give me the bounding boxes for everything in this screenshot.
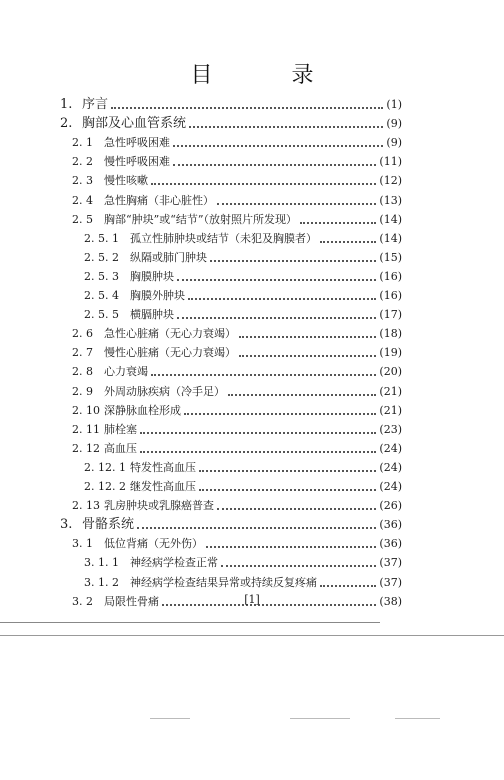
toc-entry-page: (21) xyxy=(379,403,402,417)
toc-entry-page: (37) xyxy=(379,556,402,570)
toc-leader-dots xyxy=(228,394,376,396)
toc-entry-title: 急性心脏痛（无心力衰竭） xyxy=(104,327,236,341)
toc-entry-page: (19) xyxy=(379,346,402,360)
toc-entry-number: 2. 5 xyxy=(72,212,93,226)
toc-leader-dots xyxy=(210,260,376,262)
toc-leader-dots xyxy=(177,279,376,281)
toc-leader-dots xyxy=(140,432,376,434)
toc-entry-number: 2. 4 xyxy=(72,193,93,207)
toc-entry xyxy=(84,306,402,324)
toc-entry-title: 慢性呼吸困难 xyxy=(104,155,170,169)
toc-entry-page: (1) xyxy=(386,98,402,111)
toc-entry-number: 2. 11 xyxy=(72,422,100,436)
toc-entry-number: 2. 13 xyxy=(72,499,100,513)
toc-entry-title: 纵隔或肺门肿块 xyxy=(130,250,207,264)
toc-leader-dots xyxy=(320,241,376,243)
toc-entry-number: 2. 7 xyxy=(72,346,93,360)
toc-leader-dots xyxy=(239,336,376,338)
toc-entry xyxy=(84,478,402,496)
toc-leader-dots xyxy=(199,470,376,472)
toc-entry xyxy=(72,211,402,229)
toc-entry-page: (9) xyxy=(386,117,402,131)
toc-entry-page: (14) xyxy=(379,231,402,245)
page-title: 目 录 xyxy=(190,63,350,88)
toc-entry xyxy=(72,134,402,152)
toc-entry-page: (12) xyxy=(379,174,402,188)
toc-entry-number: 3. 1 xyxy=(72,537,93,551)
scan-mark xyxy=(395,718,440,719)
toc-entry-title: 胸膜肿块 xyxy=(130,269,174,283)
toc-leader-dots xyxy=(111,107,383,109)
toc-entry-title: 深静脉血栓形成 xyxy=(104,403,181,417)
toc-entry-page: (24) xyxy=(379,480,402,493)
toc-entry xyxy=(84,574,402,592)
toc-entry xyxy=(84,287,402,305)
toc-entry-title: 孤立性肺肿块或结节（未犯及胸膜者） xyxy=(130,231,317,245)
page-number: [1] xyxy=(244,593,260,606)
toc-entry-title: 高血压 xyxy=(104,441,137,455)
toc-entry-title: 急性胸痛（非心脏性） xyxy=(104,193,214,207)
toc-entry xyxy=(72,344,402,362)
toc-leader-dots xyxy=(300,222,376,224)
toc-entry-number: 2. 5. 2 xyxy=(84,250,119,264)
toc-entry-title: 横膈肿块 xyxy=(130,308,174,322)
toc-entry xyxy=(60,516,402,534)
toc-entry-number: 2. 10 xyxy=(72,403,100,417)
toc-entry-page: (13) xyxy=(379,193,402,207)
toc-entry-page: (14) xyxy=(379,212,402,226)
toc-leader-dots xyxy=(173,164,376,166)
toc-entry-number: 3. 1. 1 xyxy=(84,556,119,570)
toc-entry-title: 肺栓塞 xyxy=(104,422,137,436)
toc-entry xyxy=(72,402,402,420)
toc-entry-number: 3. 1. 2 xyxy=(84,575,119,589)
toc-leader-dots xyxy=(137,527,376,529)
toc-entry-number: 3. xyxy=(60,517,73,533)
toc-entry xyxy=(60,96,402,114)
toc-entry xyxy=(72,192,402,210)
toc-entry-number: 2. 5. 1 xyxy=(84,231,119,245)
toc-entry xyxy=(72,363,402,381)
toc-entry-title: 慢性咳嗽 xyxy=(104,174,148,188)
toc-entry-title: 乳房肿块或乳腺癌普查 xyxy=(104,499,214,513)
toc-entry-number: 2. 2 xyxy=(72,155,93,169)
toc-entry xyxy=(72,153,402,171)
toc-entry-page: (18) xyxy=(379,327,402,341)
toc-entry xyxy=(60,115,402,133)
toc-entry xyxy=(72,440,402,458)
toc-entry-title: 胸部及心血管系统 xyxy=(82,116,187,132)
toc-entry-page: (24) xyxy=(379,441,402,455)
toc-entry xyxy=(72,497,402,515)
toc-entry-title: 神经病学检查结果异常或持续反复疼痛 xyxy=(130,575,317,589)
toc-leader-dots xyxy=(188,298,376,300)
toc-entry-number: 2. 8 xyxy=(72,365,93,379)
toc-entry-page: (9) xyxy=(386,136,402,150)
toc-leader-dots xyxy=(221,565,376,567)
toc-entry-number: 2. 12. 2 xyxy=(84,480,126,493)
scan-mark xyxy=(290,718,350,719)
toc-entry-number: 2. 12 xyxy=(72,441,100,455)
toc-entry-page: (24) xyxy=(379,460,402,474)
toc-entry-number: 1. xyxy=(60,97,73,112)
toc-leader-dots xyxy=(206,546,376,548)
scan-divider-line xyxy=(0,622,380,623)
toc-entry-title: 胸膜外肿块 xyxy=(130,289,185,302)
toc-entry-number: 2. 5. 4 xyxy=(84,289,119,302)
toc-entry xyxy=(84,554,402,572)
toc-entry xyxy=(84,268,402,286)
toc-entry-page: (38) xyxy=(379,594,402,608)
toc-entry-page: (17) xyxy=(379,308,402,322)
toc-entry-number: 3. 2 xyxy=(72,594,93,608)
toc-entry-title: 心力衰竭 xyxy=(104,365,148,379)
toc-entry-title: 神经病学检查正常 xyxy=(130,556,218,570)
toc-entry-number: 2. 1 xyxy=(72,136,93,150)
toc-entry-title: 外周动脉疾病（冷手足） xyxy=(104,384,225,398)
toc-entry-number: 2. xyxy=(60,116,73,132)
toc-leader-dots xyxy=(239,355,376,357)
toc-entry-page: (36) xyxy=(379,537,402,551)
toc-entry-title: 慢性心脏痛（无心力衰竭） xyxy=(104,346,236,360)
scan-mark xyxy=(150,718,190,719)
toc-entry xyxy=(84,249,402,267)
toc-leader-dots xyxy=(217,203,376,205)
toc-entry xyxy=(84,459,402,477)
toc-leader-dots xyxy=(173,145,383,147)
toc-entry xyxy=(72,383,402,401)
toc-leader-dots xyxy=(151,374,376,376)
toc-entry xyxy=(72,535,402,553)
toc-entry-title: 序言 xyxy=(82,97,109,112)
toc-entry-title: 特发性高血压 xyxy=(130,460,196,474)
toc-leader-dots xyxy=(140,451,376,453)
toc-leader-dots xyxy=(177,317,376,319)
toc-entry-title: 骨骼系统 xyxy=(82,517,135,533)
toc-leader-dots xyxy=(189,126,383,128)
toc-entry-title: 局限性骨痛 xyxy=(104,594,159,608)
toc-leader-dots xyxy=(320,585,376,587)
toc-entry-title: 继发性高血压 xyxy=(130,480,196,493)
toc-leader-dots xyxy=(217,508,376,510)
toc-entry-page: (36) xyxy=(379,518,402,532)
toc-entry-number: 2. 3 xyxy=(72,174,93,188)
toc-entry-page: (26) xyxy=(379,499,402,513)
toc-entry xyxy=(84,230,402,248)
toc-entry-title: 急性呼吸困难 xyxy=(104,136,170,150)
toc-entry-title: 胸部“肿块”或“结节”（放射照片所发现） xyxy=(104,212,297,226)
toc-entry xyxy=(72,325,402,343)
toc-entry-page: (23) xyxy=(379,422,402,436)
toc-entry-number: 2. 5. 3 xyxy=(84,269,119,283)
toc-entry-number: 2. 6 xyxy=(72,327,93,341)
toc-entry-page: (37) xyxy=(379,575,402,589)
toc-entry-number: 2. 12. 1 xyxy=(84,460,126,474)
toc-entry-page: (16) xyxy=(379,269,402,283)
scan-divider-line xyxy=(0,635,504,636)
toc-entry-page: (20) xyxy=(379,365,402,379)
toc-entry-number: 2. 5. 5 xyxy=(84,308,119,322)
toc-entry-number: 2. 9 xyxy=(72,384,93,398)
toc-entry xyxy=(72,421,402,439)
toc-leader-dots xyxy=(184,413,376,415)
toc-entry-page: (16) xyxy=(379,289,402,302)
toc-entry xyxy=(72,172,402,190)
toc-entry-page: (21) xyxy=(379,384,402,398)
toc-leader-dots xyxy=(151,183,376,185)
toc-entry-title: 低位背痛（无外伤） xyxy=(104,537,203,551)
toc-entry-page: (11) xyxy=(379,155,402,169)
toc-entry-page: (15) xyxy=(379,250,402,264)
toc-leader-dots xyxy=(199,489,376,491)
